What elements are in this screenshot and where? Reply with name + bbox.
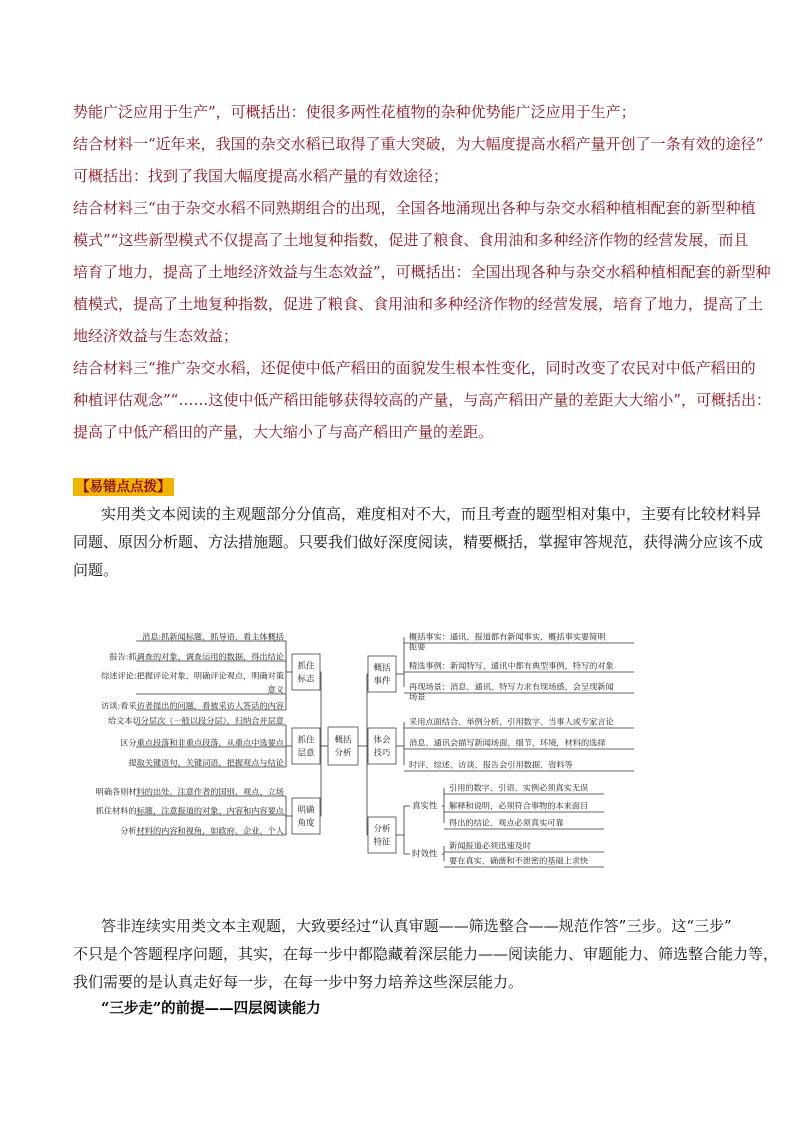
item-text: 访谈:看采访者提出的问题，看被采访人答话的内容 [101,700,284,711]
text-line: 不只是个答题程序问题，其实，在每一步中都隐藏着深层能力——阅读能力、审题能力、筛选整合能力等， [73,945,779,963]
mind-map-diagram [72,616,642,874]
item-text: 采用点面结合、举例分析、引用数字、当事人或专家言论 [409,716,614,727]
left-node-label: 抓住 [297,661,315,672]
left-node [292,654,320,690]
item-text: 明确各则材料的出处、注意作者的国别、观点、立场 [95,786,284,797]
sub-node-label: 真实性 [412,801,438,812]
item-text: 精选事例：新闻特写、通讯中都有典型事例，特写的对象 [409,660,614,671]
text-line: 结合材料三“由于杂交水稻不同熟期组合的出现，全国各地涌现出各种与杂交水稻种植相配套的新型种植 [73,199,756,217]
item-text: 区分重点段落和非重点段落，从重点中选要点 [120,737,284,748]
center-node [328,727,358,765]
text-line: 植模式，提高了土地复种指数，促进了粮食、食用油和多种经济作物的经营发展，培育了地力，提高了土 [73,295,764,313]
text-line: 可概括出：找到了我国大幅度提高水稻产量的有效途径； [73,167,449,185]
item-text: 消息:抓新闻标题、抓导语、看主体概括 [142,631,284,642]
item-text: 引用的数字、引语、实例必须真实无误 [449,782,589,793]
item-text: 分析材料的内容和视角，如政府、企业、个人 [120,825,284,836]
text-line: 结合材料三“推广杂交水稻，还促使中低产稻田的面貌发生根本性变化，同时改变了农民对中低产稻田的 [73,359,756,377]
item-text: 抓住材料的标题，注意报道的对象、内容和内容要点 [95,805,284,816]
text-line: 势能广泛应用于生产”，可概括出：使很多两性花植物的杂种优势能广泛应用于生产； [73,103,636,121]
item-text: 给文本切分层次（一般以段分层），归纳合并层意 [107,715,284,726]
left-node-label: 层意 [297,748,315,759]
text-line: 同题、原因分析题、方法措施题。只要我们做好深度阅读，精要概括，掌握审答规范，获得满分应该不成 [73,533,764,551]
text-line: 答非连续实用类文本主观题，大致要经过“认真审题——筛选整合——规范作答”三步。这“三步” [101,917,732,935]
item-text: 消息、通讯会描写新闻场面、细节、环境，材料的选择 [409,737,606,748]
right-node-label: 技巧 [373,748,391,759]
item-text: 扼要 [409,641,426,652]
left-node [292,728,320,764]
item-text: 解释和说明，必须符合事物的本来面目 [449,800,589,811]
left-node-label: 标志 [297,674,315,685]
section-heading: “三步走”的前提——四层阅读能力 [101,1000,321,1017]
right-node [368,817,396,853]
left-node-label: 抓住 [297,735,315,746]
text-line: 实用类文本阅读的主观题部分分值高，难度相对不大，而且考查的题型相对集中，主要有比较材料异 [101,505,762,523]
center-node-label: 概括 [334,735,352,746]
right-node [368,728,396,764]
text-line: 问题。 [73,561,119,579]
text-line: 培育了地力，提高了土地经济效益与生态效益”，可概括出：全国出现各种与杂交水稻种植相配套的新型种 [73,263,771,281]
text-line: 提高了中低产稻田的产量，大大缩小了与高产稻田产量的差距。 [73,423,494,441]
text-line: 结合材料一“近年来，我国的杂交水稻已取得了重大突破，为大幅度提高水稻产量开创了一条有效的途径” [73,135,764,153]
left-node-label: 明确 [297,805,315,816]
sub-node-label: 时效性 [412,849,438,860]
item-text: 概括事实：通讯、报道都有新闻事实，概括事实要简明 [409,631,606,642]
text-line: 模式”“这些新型模式不仅提高了土地复种指数，促进了粮食、食用油和多种经济作物的经营发展，而且 [73,231,749,249]
text-line: 地经济效益与生态效益； [73,327,239,345]
right-node-label: 分析 [373,824,391,835]
item-text: 综述评论:把握评论对象，明确评论观点，明确对策 [101,670,284,681]
item-text: 场景 [409,691,426,702]
section-tag: 【易错点点拨】 [73,478,174,496]
left-node [292,798,320,834]
item-text: 时评、综述、访谈、报告会引用数据、资料等 [409,759,573,770]
item-text: 得出的结论、观点必须真实可靠 [449,817,564,828]
item-text: 新闻报道必须迅速及时 [449,840,531,851]
item-text: 提取关键语句、关键词语，把握观点与结论 [128,757,284,768]
text-line: 种植评估观念”“……这使中低产稻田能够获得较高的产量，与高产稻田产量的差距大大缩小”，可概括出： [73,391,772,409]
item-text: 报告:抓调查的对象、调查运用的数据，得出结论 [109,651,284,662]
right-node-label: 体会 [373,735,391,746]
center-node-label: 分析 [334,748,352,759]
item-text: 再现场景：消息、通讯、特写力求有现场感，会呈现新闻 [409,681,614,692]
item-text: 意义 [267,684,284,695]
left-node-label: 角度 [297,818,315,829]
right-node-label: 特征 [373,837,391,848]
right-node [368,656,396,692]
text-line: 我们需要的是认真走好每一步，在每一步中努力培养这些深层能力。 [73,973,524,991]
item-text: 要在真实、确凿和不泄密的基础上求快 [449,855,589,866]
right-node-label: 事件 [373,676,391,687]
right-node-label: 概括 [373,663,391,674]
